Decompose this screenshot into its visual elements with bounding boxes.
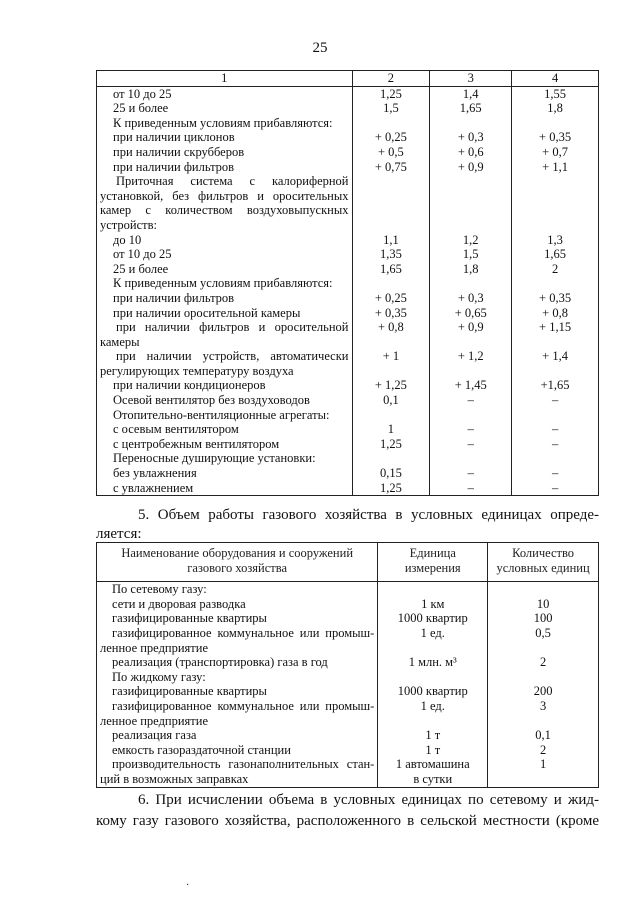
row-label-line: устройств:: [100, 217, 157, 232]
column-number: 2: [352, 71, 430, 87]
row-label: от 10 до 25: [113, 247, 172, 262]
table-row: [97, 655, 599, 670]
table-row: [97, 728, 599, 743]
row-label: [97, 728, 378, 743]
paragraph-5-line-2: ляется:: [96, 526, 142, 542]
value-cell: 1,3: [512, 233, 599, 248]
value-cell: + 0,35: [512, 291, 599, 306]
row-label-line: камер с количеством воздуховыпускных: [100, 203, 349, 218]
row-label: без увлажнения: [113, 466, 197, 481]
table-row: [97, 408, 599, 423]
column-header-line: условных единиц: [496, 560, 590, 575]
row-label: [97, 597, 378, 612]
table-row: [97, 291, 599, 306]
value-cell: –: [512, 466, 599, 481]
row-label: при наличии оросительной камеры: [113, 305, 301, 320]
value-cell: + 0,75: [352, 160, 430, 175]
row-label: Осевой вентилятор без воздуховодов: [113, 393, 310, 408]
value-cell: + 0,35: [352, 306, 430, 321]
value-cell: –: [430, 466, 512, 481]
value-cell: 0,1: [488, 728, 599, 743]
value-cell: [352, 276, 430, 291]
value-cell: 1,55: [512, 86, 599, 101]
value-cell: 1,65: [352, 262, 430, 277]
value-cell: + 0,3: [430, 130, 512, 145]
row-label: [97, 174, 353, 232]
column-header-line: измерения: [404, 560, 461, 575]
value-cell: [352, 451, 430, 466]
value-cell: + 0,25: [352, 291, 430, 306]
column-header-line: Количество: [512, 546, 575, 560]
row-label-line: ленное предприятие: [100, 640, 209, 655]
value-cell: 3: [488, 699, 599, 728]
table-header-row: [97, 543, 599, 582]
table-row: [97, 306, 599, 321]
value-cell: [512, 408, 599, 423]
row-label: [97, 349, 353, 378]
column-header-line: Наименование оборудования и сооружений: [121, 546, 354, 560]
value-cell: + 1,25: [352, 378, 430, 393]
column-header: [378, 543, 488, 582]
row-label-line: производительность газонаполнительных стан-: [112, 757, 375, 772]
value-cell: 1,4: [430, 86, 512, 101]
row-label: [97, 582, 378, 597]
value-cell: 1,25: [352, 86, 430, 101]
value-cell: [430, 276, 512, 291]
value-cell: [378, 670, 488, 685]
value-cell: 2: [512, 262, 599, 277]
row-label-line: установкой, без фильтров и оросительных: [100, 188, 349, 203]
value-cell: + 0,7: [512, 145, 599, 160]
value-cell: 1000 квартир: [378, 684, 488, 699]
table-row: [97, 582, 599, 597]
table-row: [97, 378, 599, 393]
value-cell: + 0,6: [430, 145, 512, 160]
value-cell: + 1,1: [512, 160, 599, 175]
row-label-line: при наличии устройств, автоматически: [116, 349, 349, 364]
row-label-line: реализация газа: [112, 728, 197, 743]
table-row: [97, 743, 599, 758]
row-label-line: газифицированные квартиры: [112, 684, 267, 699]
row-label: от 10 до 25: [113, 86, 172, 101]
value-cell: –: [512, 422, 599, 437]
value-cell: 1,65: [512, 247, 599, 262]
column-header-line: Единица: [409, 546, 456, 560]
value-cell: + 0,9: [430, 320, 512, 349]
row-label: К приведенным условиям прибавляются:: [113, 115, 333, 130]
row-label-line: газифицированное коммунальное или промыш-: [112, 625, 375, 640]
table-row: [97, 86, 599, 101]
table-row: [97, 481, 599, 496]
row-label-line: сети и дворовая разводка: [112, 596, 246, 611]
column-number: 3: [430, 71, 512, 87]
value-cell: 10: [488, 597, 599, 612]
value-cell: + 0,8: [512, 306, 599, 321]
value-cell: 1,5: [352, 101, 430, 116]
value-cell: 1: [352, 422, 430, 437]
page-mark: ·: [186, 880, 190, 891]
row-label-line: ленное предприятие: [100, 713, 209, 728]
table-row: [97, 320, 599, 349]
table-row: [97, 699, 599, 728]
value-cell: 1 автомашина в сутки: [378, 757, 488, 787]
table-row: [97, 233, 599, 248]
row-label: [97, 611, 378, 626]
table-row: [97, 437, 599, 452]
value-cell: 1,2: [430, 233, 512, 248]
row-label: Отопительно-вентиляционные агрегаты:: [113, 407, 330, 422]
column-header: [488, 543, 599, 582]
table-row: [97, 466, 599, 481]
row-label-line: регулирующих температуру воздуха: [100, 363, 294, 378]
value-cell: + 1,4: [512, 349, 599, 378]
value-cell: 1 т: [378, 743, 488, 758]
value-cell: –: [430, 422, 512, 437]
row-label: до 10: [113, 232, 142, 247]
value-cell: 1 ед.: [378, 626, 488, 655]
column-header-line: газового хозяйства: [187, 560, 288, 575]
table-row: [97, 247, 599, 262]
value-cell: 0,5: [488, 626, 599, 655]
paragraph-6: [96, 790, 599, 832]
value-cell: [430, 408, 512, 423]
value-cell: –: [512, 393, 599, 408]
row-label: при наличии циклонов: [113, 130, 235, 145]
row-label-line: ций в возможных заправках: [100, 771, 249, 786]
value-cell: + 0,65: [430, 306, 512, 321]
value-cell: –: [512, 481, 599, 496]
table-row: [97, 626, 599, 655]
table-row: [97, 262, 599, 277]
table-row: [97, 597, 599, 612]
value-cell: 100: [488, 611, 599, 626]
row-label-line: газифицированные квартиры: [112, 611, 267, 626]
row-label-line: при наличии фильтров и оросительной: [116, 320, 349, 335]
value-cell: –: [430, 437, 512, 452]
table-row: [97, 145, 599, 160]
value-cell: 1,35: [352, 247, 430, 262]
table-row: [97, 101, 599, 116]
row-label-line: По сетевому газу:: [112, 582, 207, 597]
value-cell: [488, 582, 599, 597]
value-cell: 2: [488, 743, 599, 758]
value-cell: –: [430, 393, 512, 408]
value-cell: [488, 670, 599, 685]
value-cell: 1 ед.: [378, 699, 488, 728]
row-label: 25 и более: [113, 101, 169, 116]
value-cell: [512, 451, 599, 466]
value-cell: + 0,25: [352, 130, 430, 145]
value-cell: 200: [488, 684, 599, 699]
row-label: [97, 626, 378, 655]
value-cell: + 0,3: [430, 291, 512, 306]
value-cell: 1000 квартир: [378, 611, 488, 626]
row-label: с увлажнением: [113, 480, 194, 495]
table-row: [97, 174, 599, 232]
value-cell: 1: [488, 757, 599, 787]
row-label: [97, 655, 378, 670]
value-cell: 1,25: [352, 437, 430, 452]
row-label: Переносные душирующие установки:: [113, 451, 316, 466]
table-row: [97, 130, 599, 145]
value-cell: 2: [488, 655, 599, 670]
column-number: 4: [512, 71, 599, 87]
table-row: [97, 160, 599, 175]
row-label: при наличии кондиционеров: [113, 378, 266, 393]
paragraph-6-line-2: кому газу газового хозяйства, расположенного в сельской местности (кроме: [96, 813, 599, 829]
value-cell: 1 т: [378, 728, 488, 743]
page-number: 25: [312, 40, 328, 56]
table-row: [97, 451, 599, 466]
value-cell: + 1: [352, 349, 430, 378]
paragraph-5-line-1: 5. Объем работы газового хозяйства в условных единицах опреде-: [138, 507, 599, 523]
row-label: [97, 757, 378, 787]
row-label: [97, 699, 378, 728]
value-cell: [430, 116, 512, 131]
table-row: [97, 611, 599, 626]
value-cell: 1 млн. м³: [378, 655, 488, 670]
table-row: [97, 757, 599, 787]
value-cell: 1,65: [430, 101, 512, 116]
column-header: [97, 543, 378, 582]
value-cell: 1,5: [430, 247, 512, 262]
table-row: [97, 670, 599, 685]
value-cell: 1 км: [378, 597, 488, 612]
row-label: при наличии фильтров: [113, 290, 235, 305]
value-cell: + 1,2: [430, 349, 512, 378]
value-cell: +1,65: [512, 378, 599, 393]
value-cell: + 0,8: [352, 320, 430, 349]
value-cell: + 0,9: [430, 160, 512, 175]
value-cell: 1,8: [512, 101, 599, 116]
unit-coefficients-table: [96, 70, 599, 496]
value-cell: [512, 276, 599, 291]
value-cell: 1,25: [352, 481, 430, 496]
value-cell: –: [430, 481, 512, 496]
row-label: К приведенным условиям прибавляются:: [113, 276, 333, 291]
value-cell: 0,1: [352, 393, 430, 408]
row-label-line: емкость газораздаточной станции: [112, 742, 291, 757]
column-number: 1: [97, 71, 353, 87]
row-label-line: камеры: [100, 334, 140, 349]
row-label-line: газифицированное коммунальное или промыш-: [112, 698, 375, 713]
value-cell: + 0,5: [352, 145, 430, 160]
value-cell: –: [512, 437, 599, 452]
row-label: [97, 320, 353, 349]
value-cell: [430, 451, 512, 466]
value-cell: + 0,35: [512, 130, 599, 145]
row-label: 25 и более: [113, 261, 169, 276]
row-label: с осевым вентилятором: [113, 422, 239, 437]
table-row: [97, 349, 599, 378]
row-label: [97, 743, 378, 758]
value-cell: 0,15: [352, 466, 430, 481]
value-cell: 1,1: [352, 233, 430, 248]
table-row: [97, 422, 599, 437]
row-label: при наличии фильтров: [113, 159, 235, 174]
table-row: [97, 684, 599, 699]
value-cell: [512, 174, 599, 232]
paragraph-6-line-1: 6. При исчислении объема в условных единицах по сетевому и жид-: [138, 792, 599, 808]
row-label: [97, 684, 378, 699]
row-label-line: реализация (транспортировка) газа в год: [112, 655, 328, 670]
table-row: [97, 276, 599, 291]
row-label-line: Приточная система с калориферной: [116, 174, 349, 189]
row-label: [97, 670, 378, 685]
table-row: [97, 393, 599, 408]
value-cell: [512, 116, 599, 131]
value-cell: + 1,45: [430, 378, 512, 393]
gas-facilities-table: [96, 542, 599, 788]
value-cell: [430, 174, 512, 232]
table-row: [97, 116, 599, 131]
value-cell: 1,8: [430, 262, 512, 277]
row-label-line: По жидкому газу:: [112, 669, 206, 684]
row-label: с центробежным вентилятором: [113, 436, 280, 451]
value-cell: + 1,15: [512, 320, 599, 349]
value-cell: [378, 582, 488, 597]
value-cell: [352, 116, 430, 131]
value-cell: [352, 174, 430, 232]
value-cell: [352, 408, 430, 423]
row-label: при наличии скрубберов: [113, 144, 245, 159]
paragraph-5: [96, 506, 599, 544]
table-header-row: [97, 71, 599, 87]
